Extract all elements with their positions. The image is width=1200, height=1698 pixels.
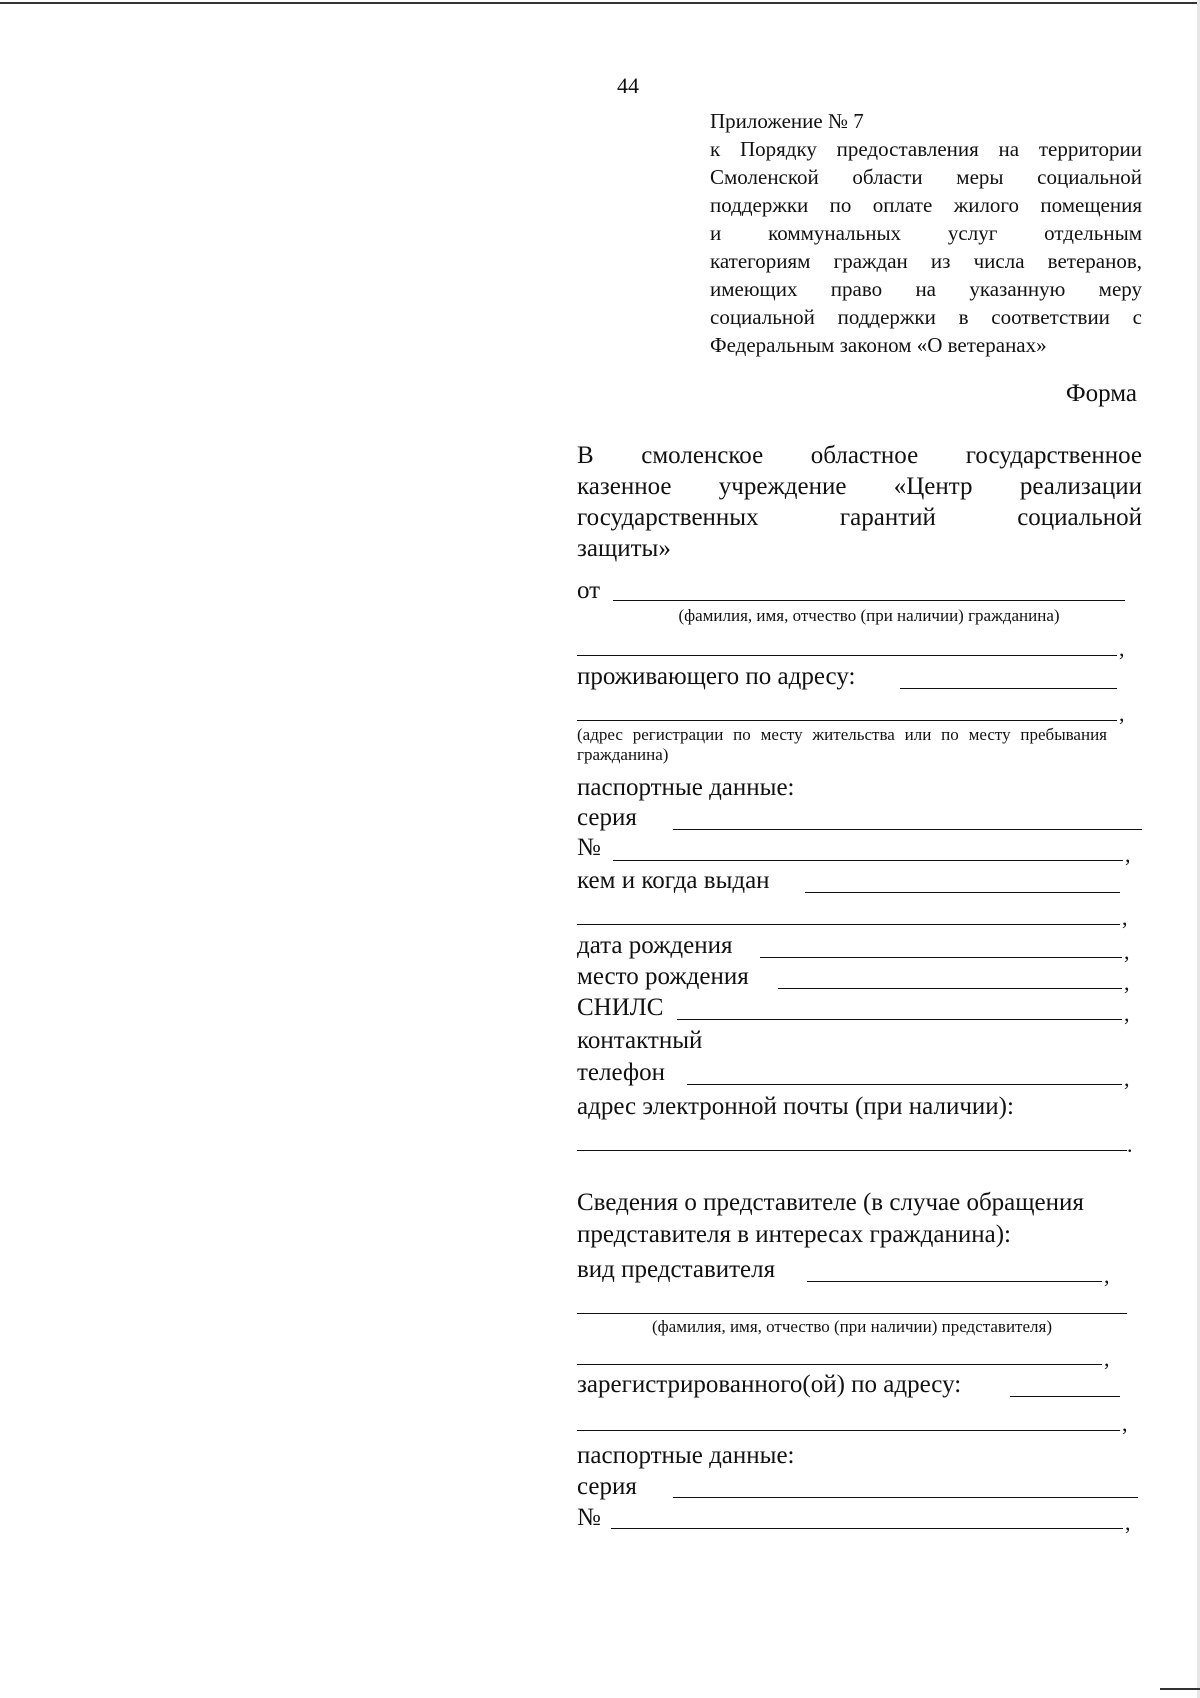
representative-address-field-cont[interactable] (577, 1430, 1120, 1431)
representative-number-field[interactable] (611, 1528, 1123, 1529)
scan-corner-mark (1160, 1688, 1200, 1690)
appendix-line: социальной поддержки в соответствии с (710, 305, 1142, 329)
passport-number-field[interactable] (613, 860, 1123, 861)
addressee-line: защиты» (577, 535, 671, 562)
appendix-title: Приложение № 7 (710, 109, 864, 133)
page-number: 44 (617, 73, 639, 98)
snils-field[interactable] (677, 1019, 1122, 1020)
passport-series-field[interactable] (673, 829, 1142, 830)
form-label: Форма (1065, 380, 1137, 407)
comma: , (1119, 636, 1125, 661)
passport-label: паспортные данные: (577, 774, 795, 801)
issued-field[interactable] (805, 892, 1120, 893)
birth-date-label: дата рождения (577, 932, 733, 959)
comma: , (1124, 939, 1130, 964)
comma: , (1104, 1346, 1110, 1371)
addressee-line: государственных гарантий социальной (577, 504, 1142, 531)
appendix-line: к Порядку предоставления на территории (710, 137, 1142, 161)
appendix-line: Смоленской области меры социальной (710, 165, 1142, 189)
issued-field-cont[interactable] (577, 924, 1120, 925)
birth-date-field[interactable] (760, 957, 1122, 958)
snils-label: СНИЛС (577, 994, 664, 1021)
addressee-line: казенное учреждение «Центр реализации (577, 473, 1142, 500)
comma: , (1124, 1001, 1130, 1026)
issued-label: кем и когда выдан (577, 867, 770, 894)
birth-place-label: место рождения (577, 963, 749, 990)
representative-series-field[interactable] (673, 1497, 1138, 1498)
representative-series-label: серия (577, 1473, 637, 1500)
address-field[interactable] (900, 688, 1117, 689)
email-label: адрес электронной почты (при наличии): (577, 1093, 1014, 1120)
residing-label: проживающего по адресу: (577, 663, 856, 690)
address-field-cont[interactable] (577, 720, 1117, 721)
appendix-line: имеющих право на указанную меру (710, 277, 1142, 301)
series-label: серия (577, 804, 637, 831)
comma: , (1119, 701, 1125, 726)
address-caption: (адрес регистрации по месту жительства или по месту пребывания гражданина) (577, 725, 1107, 764)
applicant-name-field[interactable] (613, 600, 1125, 601)
comma: , (1104, 1263, 1110, 1288)
scan-top-border (0, 2, 1200, 4)
comma: , (1125, 842, 1131, 867)
phone-label: контактный (577, 1027, 703, 1054)
addressee-line: В смоленское областное государственное (577, 442, 1142, 469)
representative-passport-label: паспортные данные: (577, 1442, 795, 1469)
comma: , (1124, 1066, 1130, 1091)
appendix-line: и коммунальных услуг отдельным (710, 221, 1142, 245)
appendix-line: поддержки по оплате жилого помещения (710, 193, 1142, 217)
comma: , (1124, 970, 1130, 995)
representative-name-field-cont[interactable] (577, 1364, 1102, 1365)
representative-name-caption: (фамилия, имя, отчество (при наличии) представителя) (651, 1317, 1052, 1336)
comma: , (1122, 905, 1128, 930)
email-field[interactable] (577, 1150, 1127, 1151)
representative-type-label: вид представителя (577, 1256, 776, 1283)
comma: , (1125, 1510, 1131, 1535)
representative-intro: Сведения о представителе (в случае обращения представителя в интересах гражданина): (577, 1189, 1084, 1248)
period: . (1127, 1132, 1133, 1157)
addressee-block (577, 440, 1142, 564)
appendix-block (710, 107, 1142, 359)
number-label: № (577, 834, 601, 861)
phone-label: телефон (577, 1059, 665, 1086)
representative-address-field[interactable] (1010, 1396, 1120, 1397)
appendix-line: категориям граждан из числа ветеранов, (710, 249, 1142, 273)
appendix-line: Федеральным законом «О ветеранах» (710, 333, 1047, 357)
applicant-name-caption: (фамилия, имя, отчество (при наличии) гражданина) (678, 606, 1060, 625)
representative-name-field[interactable] (577, 1313, 1127, 1314)
comma: , (1122, 1411, 1128, 1436)
phone-field[interactable] (687, 1084, 1122, 1085)
representative-type-field[interactable] (807, 1281, 1102, 1282)
birth-place-field[interactable] (778, 988, 1122, 989)
applicant-name-field-cont[interactable] (577, 655, 1117, 656)
representative-registered-label: зарегистрированного(ой) по адресу: (577, 1371, 962, 1398)
representative-number-label: № (577, 1504, 601, 1531)
from-label: от (577, 577, 601, 604)
